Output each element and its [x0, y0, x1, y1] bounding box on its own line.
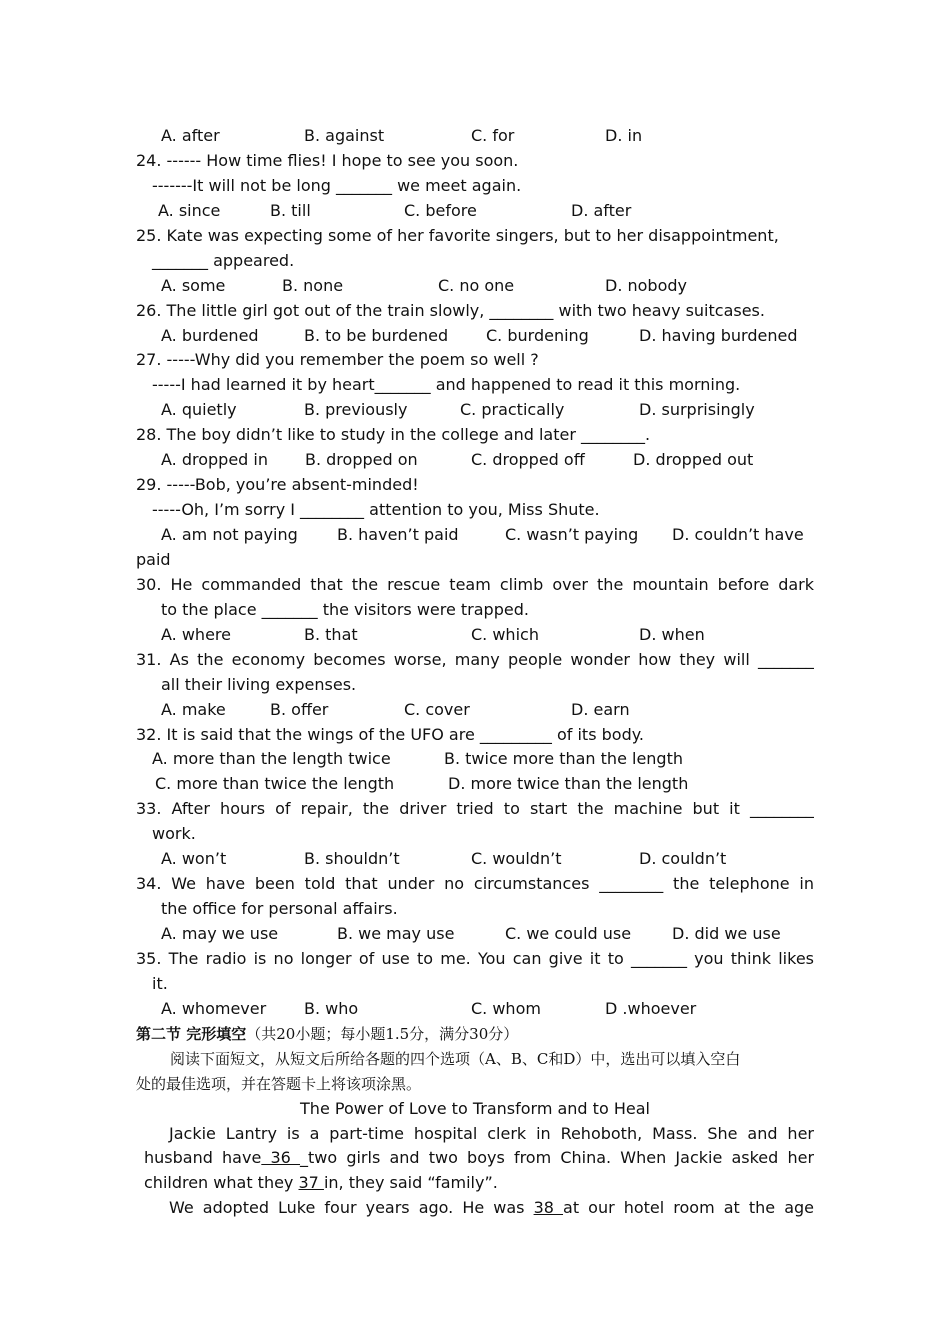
question-26-options — [136, 324, 814, 349]
blank-37: 37 — [298, 1173, 324, 1193]
question-31-stem-cont: all their living expenses. — [161, 674, 357, 694]
section-heading — [136, 1022, 814, 1047]
option-b: B. who — [304, 998, 359, 1018]
blank-36: 36 — [261, 1148, 301, 1168]
question-30-stem-cont: to the place _______ the visitors were trapped. — [161, 599, 529, 619]
option-c: C. wouldn’t — [471, 849, 562, 869]
passage-line: We adopted Luke four years ago. He was 38 at our hotel room at the age — [169, 1198, 814, 1218]
question-34-stem-cont: the office for personal affairs. — [161, 899, 398, 919]
option-c: C. whom — [471, 998, 541, 1018]
question-34-options — [136, 922, 814, 947]
question-35-stem-cont: it. — [152, 973, 168, 993]
section-title: 第二节 完形填空 — [136, 1024, 247, 1043]
option-c: C. wasn’t paying — [505, 525, 639, 544]
option-b: B. till — [270, 200, 311, 220]
question-34-stem: 34. We have been told that under no circumstances ________ the telephone in — [136, 874, 814, 894]
question-29-options — [136, 523, 814, 548]
option-a: A. won’t — [161, 849, 227, 869]
option-c: C. burdening — [486, 325, 589, 345]
option-b: B. shouldn’t — [304, 849, 400, 869]
question-35-options — [136, 997, 814, 1022]
question-27-options — [136, 398, 814, 423]
option-c: C. no one — [438, 275, 515, 295]
option-c: C. for — [471, 126, 515, 145]
question-28-options — [136, 448, 814, 473]
question-24-reply: -------It will not be long _______ we meet again. — [152, 175, 522, 195]
section-note: （共20小题；每小题1.5分，满分30分） — [246, 1024, 519, 1043]
question-27-reply: -----I had learned it by heart_______ and happened to read it this morning. — [152, 375, 741, 395]
passage-line: children what they 37 in, they said “family”. — [144, 1173, 498, 1193]
option-b: B. none — [282, 275, 344, 295]
question-30-options — [136, 623, 814, 648]
question-23-options — [136, 124, 814, 149]
question-29-reply: -----Oh, I’m sorry I ________ attention to you, Miss Shute. — [152, 500, 600, 520]
option-d: D. surprisingly — [639, 400, 755, 420]
option-a: A. after — [161, 126, 220, 145]
option-d: D. after — [571, 200, 632, 220]
option-d: D. having burdened — [639, 325, 798, 345]
option-b: B. to be burdened — [304, 325, 449, 345]
question-31-stem: 31. As the economy becomes worse, many people wonder how they will _______ — [136, 649, 814, 669]
option-d: D. earn — [571, 699, 630, 719]
question-33-stem: 33. After hours of repair, the driver tried to start the machine but it ________ — [136, 799, 814, 819]
option-c: C. practically — [460, 400, 565, 420]
question-33-options — [136, 847, 814, 872]
question-27-stem: 27. -----Why did you remember the poem so well ? — [136, 350, 539, 370]
question-25-stem: 25. Kate was expecting some of her favorite singers, but to her disappointment, — [136, 225, 779, 245]
option-a: A. more than the length twice — [152, 749, 391, 769]
option-b: B. previously — [304, 400, 408, 420]
question-28-stem: 28. The boy didn’t like to study in the college and later ________. — [136, 425, 651, 445]
option-d: D. when — [639, 624, 705, 644]
question-33-stem-cont: work. — [152, 824, 196, 844]
option-b: B. dropped on — [305, 450, 418, 470]
option-a: A. some — [161, 275, 226, 295]
section-instructions-line1: 阅读下面短文，从短文后所给各题的四个选项（A、B、C和D）中，选出可以填入空白 — [170, 1049, 741, 1068]
option-a: A. burdened — [161, 325, 259, 345]
option-b: B. that — [304, 624, 358, 644]
option-d: D. couldn’t — [639, 849, 727, 869]
option-d: D. couldn’t have — [672, 525, 804, 544]
blank-38: 38 — [533, 1198, 564, 1218]
passage-line: Jackie Lantry is a part-time hospital clerk in Rehoboth, Mass. She and her — [169, 1123, 814, 1143]
option-d: D. nobody — [605, 275, 687, 295]
passage-title: The Power of Love to Transform and to Heal — [300, 1098, 650, 1118]
option-b: B. we may use — [337, 924, 455, 943]
option-c: C. more than twice the length — [155, 774, 395, 794]
question-32-options-row2 — [136, 772, 814, 797]
question-29-stem: 29. -----Bob, you’re absent-minded! — [136, 475, 419, 495]
option-d: D. did we use — [672, 924, 781, 943]
option-c: C. cover — [404, 699, 470, 719]
option-a: A. dropped in — [161, 450, 268, 470]
passage-line: husband have 36 _two girls and two boys from China. When Jackie asked her — [144, 1148, 814, 1168]
question-25-stem-cont: _______ appeared. — [152, 250, 295, 270]
question-32-stem: 32. It is said that the wings of the UFO are _________ of its body. — [136, 724, 644, 744]
option-a: A. since — [158, 200, 221, 220]
option-a: A. am not paying — [161, 525, 298, 544]
section-instructions-line2: 处的最佳选项，并在答题卡上将该项涂黑。 — [136, 1074, 422, 1093]
option-c: C. dropped off — [471, 450, 585, 470]
option-c: C. which — [471, 624, 539, 644]
option-c: C. before — [404, 200, 477, 220]
question-31-options — [136, 698, 814, 723]
question-29-option-wrap: paid — [136, 549, 171, 569]
option-d: D. dropped out — [633, 450, 754, 470]
option-d: D. more twice than the length — [448, 774, 689, 794]
option-a: A. make — [161, 699, 226, 719]
question-26-stem: 26. The little girl got out of the train slowly, ________ with two heavy suitcases. — [136, 300, 765, 320]
option-d: D .whoever — [605, 998, 697, 1018]
option-a: A. where — [161, 624, 231, 644]
exam-page — [136, 124, 814, 1221]
option-a: A. whomever — [161, 998, 267, 1018]
question-32-options-row1 — [136, 747, 814, 772]
question-30-stem: 30. He commanded that the rescue team climb over the mountain before dark — [136, 574, 814, 594]
question-35-stem: 35. The radio is no longer of use to me. You can give it to _______ you think likes — [136, 948, 814, 968]
question-24-stem: 24. ------ How time flies! I hope to see you soon. — [136, 150, 519, 170]
option-b: B. against — [304, 126, 385, 145]
option-c: C. we could use — [505, 924, 632, 943]
question-25-options — [136, 274, 814, 299]
question-24-options — [136, 199, 814, 224]
option-b: B. offer — [270, 699, 329, 719]
option-b: B. twice more than the length — [444, 749, 683, 769]
option-b: B. haven’t paid — [337, 525, 459, 544]
option-a: A. may we use — [161, 924, 279, 943]
option-d: D. in — [605, 126, 643, 145]
option-a: A. quietly — [161, 400, 237, 420]
